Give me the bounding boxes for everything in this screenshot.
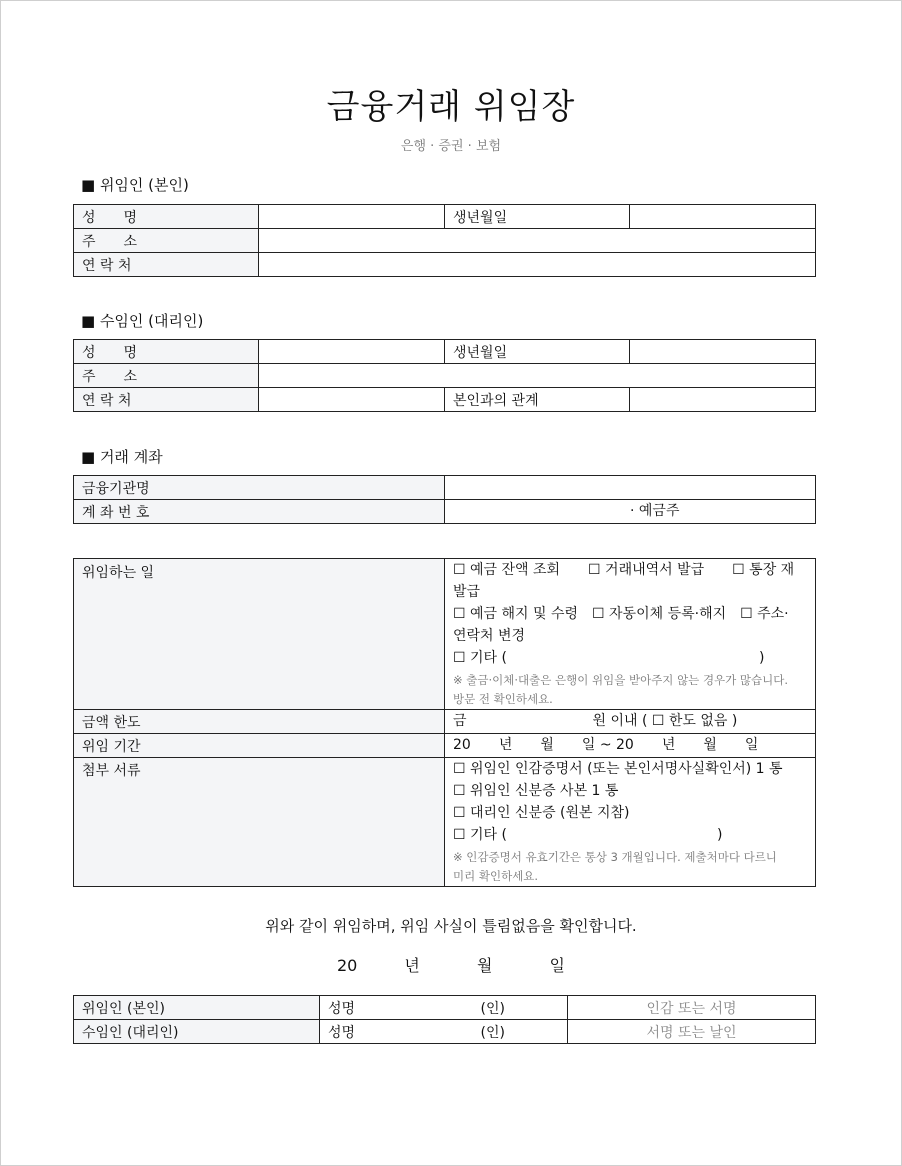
account-institution-field[interactable] (445, 476, 816, 500)
task-option-line[interactable]: ☐ 예금 잔액 조회 ☐ 거래내역서 발급 ☐ 통장 재 (453, 562, 795, 578)
tasks-label: 위임하는 일 (74, 559, 445, 710)
grantor-address-label: 주 소 (74, 229, 259, 253)
attachment-option[interactable]: ☐ 위임인 인감증명서 (또는 본인서명사실확인서) 1 통 (453, 761, 783, 777)
tasks-field[interactable] (445, 559, 816, 710)
grantor-birth-field[interactable] (630, 205, 816, 229)
grantor-address-field[interactable] (259, 229, 816, 253)
agent-birth-field[interactable] (630, 340, 816, 364)
date-day-unit: 일 (549, 956, 566, 975)
tasks-note-line: ※ 출금·이체·대출은 은행이 위임을 받아주지 않는 경우가 많습니다. (453, 673, 789, 687)
confirmation-statement: 위와 같이 위임하며, 위임 사실이 틀림없음을 확인합니다. (265, 917, 637, 935)
signature-role: 위임인 (본인) (74, 996, 320, 1020)
attachments-note-line: ※ 인감증명서 유효기간은 통상 3 개월입니다. 제출처마다 다르니 (453, 850, 777, 864)
signature-name-label: 성명 (328, 1024, 356, 1041)
signature-hint[interactable]: 서명 또는 날인 (568, 1020, 816, 1044)
grantor-contact-field[interactable] (259, 253, 816, 277)
page-subtitle: 은행 · 증권 · 보험 (400, 139, 502, 154)
signature-table (73, 995, 816, 1044)
task-option-line: 연락처 변경 (453, 628, 526, 644)
account-holder-suffix: · 예금주 (630, 503, 680, 519)
period-label: 위임 기간 (74, 734, 445, 758)
grantor-table (73, 204, 816, 277)
task-option-line[interactable]: ☐ 예금 해지 및 수령 ☐ 자동이체 등록·해지 ☐ 주소· (453, 606, 789, 622)
limit-field[interactable]: 금 원 이내 ( ☐ 한도 없음 ) (445, 710, 816, 734)
limit-label: 금액 한도 (74, 710, 445, 734)
account-number-label: 계 좌 번 호 (74, 500, 445, 524)
task-option-other[interactable]: ☐ 기타 ( ) (453, 650, 765, 666)
signature-name-field[interactable] (320, 1020, 568, 1044)
signature-hint[interactable]: 인감 또는 서명 (568, 996, 816, 1020)
seal-mark: (인) (480, 1024, 505, 1041)
date-year-unit: 년 (404, 956, 420, 975)
agent-name-label: 성 명 (74, 340, 259, 364)
grantor-birth-label: 생년월일 (445, 205, 630, 229)
signature-name-label: 성명 (328, 1000, 356, 1017)
agent-contact-field[interactable] (259, 388, 445, 412)
grantor-name-label: 성 명 (74, 205, 259, 229)
date-year: 20 (336, 956, 358, 975)
agent-contact-label: 연 락 처 (74, 388, 259, 412)
tasks-note (453, 671, 807, 709)
attachment-option[interactable]: ☐ 위임인 신분증 사본 1 통 (453, 783, 619, 799)
attachments-note (453, 848, 807, 886)
attachments-note-line: 미리 확인하세요. (453, 869, 539, 883)
task-option-line: 발급 (453, 584, 481, 600)
grantor-contact-label: 연 락 처 (74, 253, 259, 277)
agent-name-field[interactable] (259, 340, 445, 364)
agent-birth-label: 생년월일 (445, 340, 630, 364)
attachments-label: 첨부 서류 (74, 758, 445, 887)
delegation-table (73, 558, 816, 887)
agent-address-field[interactable] (259, 364, 816, 388)
tasks-note-line: 방문 전 확인하세요. (453, 692, 553, 706)
agent-relation-label: 본인과의 관계 (445, 388, 630, 412)
agent-relation-field[interactable] (630, 388, 816, 412)
account-table (73, 475, 816, 524)
date-month-unit: 월 (476, 956, 493, 975)
account-institution-label: 금융기관명 (74, 476, 445, 500)
signing-date (1, 953, 901, 976)
attachment-option-other[interactable]: ☐ 기타 ( ) (453, 827, 723, 843)
seal-mark: (인) (480, 1000, 505, 1017)
signature-name-field[interactable] (320, 996, 568, 1020)
attachment-option[interactable]: ☐ 대리인 신분증 (원본 지참) (453, 805, 630, 821)
signature-role: 수임인 (대리인) (74, 1020, 320, 1044)
period-field[interactable]: 20 년 월 일 ~ 20 년 월 일 (445, 734, 816, 758)
grantor-heading: ■ 위임인 (본인) (81, 176, 189, 194)
agent-address-label: 주 소 (74, 364, 259, 388)
account-heading: ■ 거래 계좌 (81, 448, 163, 466)
grantor-name-field[interactable] (259, 205, 445, 229)
page-title: 금융거래 위임장 (326, 87, 576, 127)
attachments-field[interactable] (445, 758, 816, 887)
agent-heading: ■ 수임인 (대리인) (81, 312, 204, 330)
agent-table (73, 339, 816, 412)
account-number-field[interactable] (445, 500, 816, 524)
